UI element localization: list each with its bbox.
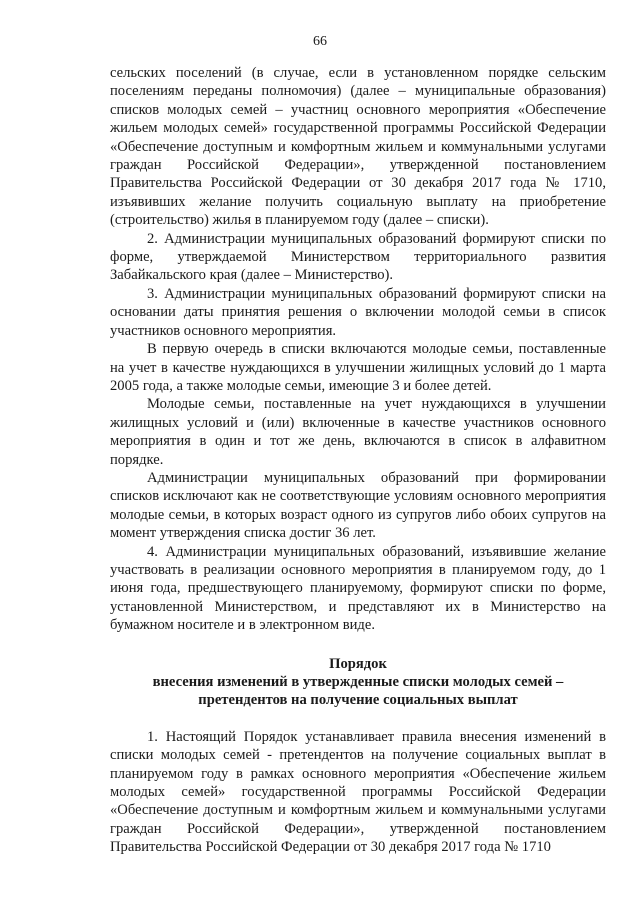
paragraph-item-3: 3. Администрации муниципальных образований формируют списки на основании даты принятия решения о включении молодой семьи в список участников основного мероприятия. <box>110 285 606 339</box>
section-title-line-1: Порядок <box>329 655 387 672</box>
paragraph-item-2: 2. Администрации муниципальных образований формируют списки по форме, утверждаемой Министерством территориального развития Забайкальского края (далее – Министерство). <box>110 230 606 284</box>
document-body <box>110 64 606 857</box>
clause-1: 1. Настоящий Порядок устанавливает правила внесения изменений в списки молодых семей - претендентов на получение социальных выплат в планируемом году в рамках основного мероприятия «Обеспечение жильем молодых семей» государственной программы Российской Федерации «Обеспечение доступным и комфортным жильем и коммунальными услугами граждан Российской Федерации», утвержденной постановлением Правительства Российской Федерации от 30 декабря 2017 года № 1710 <box>110 728 606 856</box>
section-title-line-2: внесения изменений в утвержденные списки молодых семей – <box>152 674 564 690</box>
paragraph-alphabetical: Молодые семьи, поставленные на учет нуждающихся в улучшении жилищных условий и (или) включенные в качестве участников основного мероприятия в один и тот же день, включаются в список в алфавитном порядке. <box>110 396 606 468</box>
paragraph-priority: В первую очередь в списки включаются молодые семьи, поставленные на учет в качестве нуждающихся в улучшении жилищных условий до 1 марта 2005 года, а также молодые семьи, имеющие 3 и более детей. <box>110 341 606 394</box>
section-title-line-3: претендентов на получение социальных выплат <box>198 692 518 709</box>
page-number: 66 <box>313 34 327 49</box>
section-title <box>110 655 606 710</box>
paragraph-continuation: сельских поселений (в случае, если в установленном порядке сельским поселениям переданы полномочия) (далее – муниципальные образования) списков молодых семей – участниц основного мероприятия «Обеспечение жильем молодых семей» государственной программы Российской Федерации «Обеспечение доступным и комфортным жильем и коммунальными услугами граждан Российской Федерации», утвержденной постановлением Правительства Российской Федерации от 30 декабря 2017 года № 1710, изъявивших желание получить социальную выплату на приобретение (строительство) жилья в планируемом году (далее – списки). <box>110 65 606 229</box>
paragraph-item-4: 4. Администрации муниципальных образований, изъявившие желание участвовать в реализации основного мероприятия в планируемом году, до 1 июня года, предшествующего планируемому, формируют списки по форме, установленной Министерством, и представляют их в Министерство на бумажном носителе и в электронном виде. <box>110 543 606 634</box>
paragraph-exclusion: Администрации муниципальных образований при формировании списков исключают как не соответствующие условиям основного мероприятия молодые семьи, в которых возраст одного из супругов либо обоих супругов на момент утверждения списка достиг 36 лет. <box>110 469 606 542</box>
